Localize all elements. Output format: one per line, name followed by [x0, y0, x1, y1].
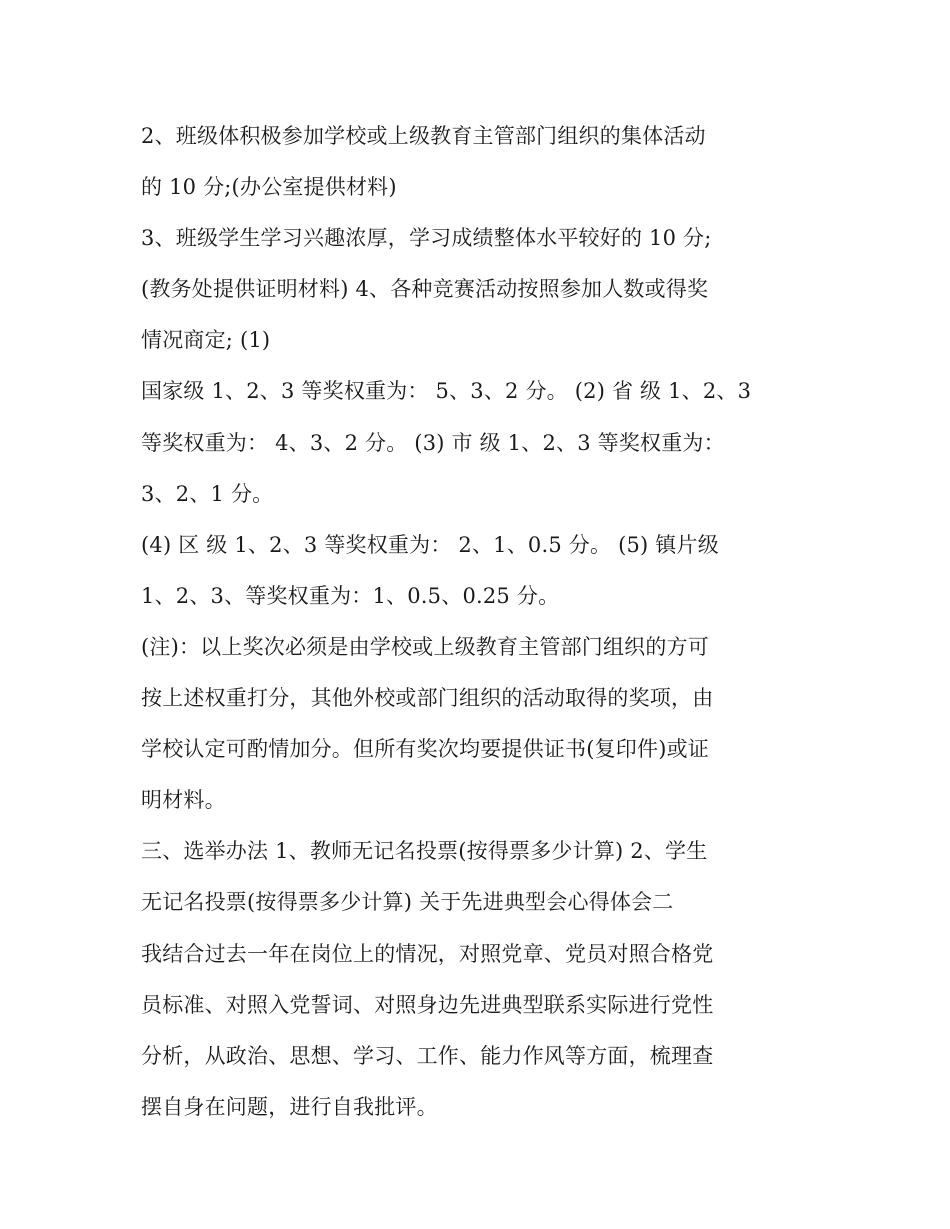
text-line: 分析，从政治、思想、学习、工作、能力作风等方面，梳理查: [141, 1043, 714, 1068]
text-line: 的 10 分;(办公室提供材料): [141, 175, 397, 200]
text-line: 无记名投票(按得票多少计算) 关于先进典型会心得体会二: [141, 890, 674, 915]
text-line: 国家级 1、2、3 等奖权重为： 5、3、2 分。 (2) 省 级 1、2、3: [141, 379, 752, 404]
text-line: (注)：以上奖次必须是由学校或上级教育主管部门组织的方可: [141, 634, 709, 659]
text-line: 三、选举办法 1、教师无记名投票(按得票多少计算) 2、学生: [141, 839, 708, 864]
text-line: 明材料。: [141, 788, 226, 813]
text-line: 按上述权重打分，其他外校或部门组织的活动取得的奖项，由: [141, 686, 714, 711]
text-line: 摆自身在问题，进行自我批评。: [141, 1094, 438, 1119]
text-line: 员标准、对照入党誓词、对照身边先进典型联系实际进行党性: [141, 992, 714, 1017]
text-line: 2、班级体积极参加学校或上级教育主管部门组织的集体活动: [141, 124, 706, 148]
document-body: [141, 111, 831, 1133]
text-line: 3、2、1 分。: [141, 481, 274, 506]
text-line: 我结合过去一年在岗位上的情况，对照党章、党员对照合格党: [141, 941, 714, 966]
text-line: (4) 区 级 1、2、3 等奖权重为： 2、1、0.5 分。 (5) 镇片级: [141, 532, 719, 557]
text-line: 1、2、3、等奖权重为：1、0.5、0.25 分。: [141, 583, 560, 608]
text-line: 情况商定; (1): [141, 328, 271, 353]
text-line: 学校认定可酌情加分。但所有奖次均要提供证书(复印件)或证: [141, 737, 709, 762]
text-line: 等奖权重为： 4、3、2 分。 (3) 市 级 1、2、3 等奖权重为：: [141, 430, 725, 455]
text-line: (教务处提供证明材料) 4、各种竞赛活动按照参加人数或得奖: [141, 277, 709, 302]
text-line: 3、班级学生学习兴趣浓厚，学习成绩整体水平较好的 10 分;: [141, 226, 712, 251]
